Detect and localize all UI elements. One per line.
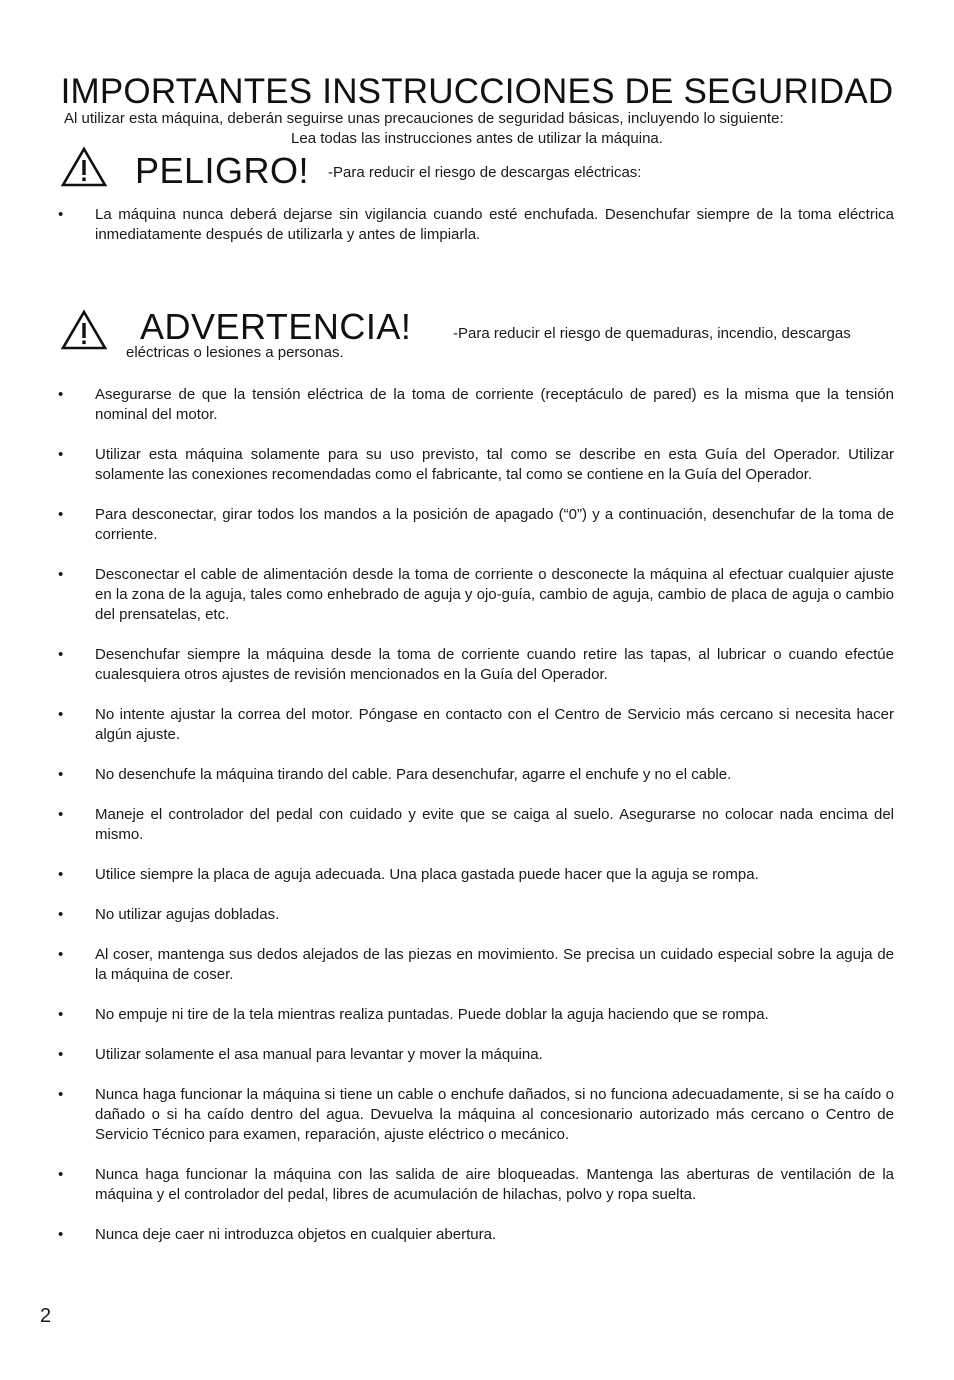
warning-item [58, 765, 894, 785]
warning-item-text: No intente ajustar la correa del motor. Póngase en contacto con el Centro de Servicio más cercano si necesita hacer algún ajuste. [95, 706, 894, 743]
danger-item [58, 205, 894, 245]
warning-item [58, 1045, 894, 1065]
warning-item [58, 905, 894, 925]
warning-item [58, 1225, 894, 1245]
bullet-glyph: • [58, 906, 64, 923]
bullet-glyph: • [58, 866, 64, 883]
warning-item-text: Utilizar esta máquina solamente para su uso previsto, tal como se describe en esta Guía del Operador. Utilizar solamente las conexiones recomendadas como el fabricante, tal como se contiene en la Guía del Operador. [95, 446, 894, 483]
warning-item-text: Utilizar solamente el asa manual para levantar y mover la máquina. [95, 1046, 543, 1063]
warning-item-text: Al coser, mantenga sus dedos alejados de las piezas en movimiento. Se precisa un cuidado especial sobre la aguja de la máquina de coser. [95, 946, 894, 983]
warning-item-text: No utilizar agujas dobladas. [95, 906, 280, 923]
warning-item-text: Utilice siempre la placa de aguja adecuada. Una placa gastada puede hacer que la aguja se rompa. [95, 866, 759, 883]
warning-item [58, 385, 894, 425]
warning-heading: ADVERTENCIA! [140, 306, 412, 347]
page-title: IMPORTANTES INSTRUCCIONES DE SEGURIDAD [60, 72, 894, 111]
warning-item [58, 705, 894, 745]
warning-item-text: Nunca deje caer ni introduzca objetos en cualquier abertura. [95, 1226, 497, 1243]
warning-triangle-icon [60, 146, 108, 188]
bullet-glyph: • [58, 386, 64, 403]
warning-item-text: Nunca haga funcionar la máquina si tiene un cable o enchufe dañados, si no funciona adecuadamente, si se ha caído o dañado o si ha caído dentro del agua. Devuelva la máquina al concesionario autorizado más cercano o Centro de Servicio Técnico para examen, reparación, ajuste eléctrico o mecánico. [95, 1086, 894, 1143]
bullet-glyph: • [58, 566, 64, 583]
warning-item [58, 565, 894, 625]
warning-item-text: Nunca haga funcionar la máquina con las salida de aire bloqueadas. Mantenga las aberturas de ventilación de la máquina y el controlador del pedal, libres de acumulación de hilachas, polvo y ropa suelta. [95, 1166, 894, 1203]
bullet-glyph: • [58, 1046, 64, 1063]
bullet-glyph: • [58, 446, 64, 463]
bullet-glyph: • [58, 706, 64, 723]
page-number: 2 [40, 1305, 52, 1327]
bullet-glyph: • [58, 1226, 64, 1243]
warning-item [58, 865, 894, 885]
warning-item [58, 1165, 894, 1205]
warning-item-text: Asegurarse de que la tensión eléctrica de la toma de corriente (receptáculo de pared) es la misma que la tensión nominal del motor. [95, 386, 894, 423]
bullet-glyph: • [58, 1166, 64, 1183]
danger-item-text: La máquina nunca deberá dejarse sin vigilancia cuando esté enchufada. Desenchufar siempre de la toma eléctrica inmediatamente después de utilizarla y antes de limpiarla. [95, 206, 894, 243]
warning-item-text: Para desconectar, girar todos los mandos a la posición de apagado (“0”) y a continuación, desenchufar de la toma de corriente. [95, 506, 894, 543]
bullet-glyph: • [58, 1006, 64, 1023]
warning-triangle-icon [60, 309, 108, 351]
bullet-glyph: • [58, 1086, 64, 1103]
bullet-glyph: • [58, 646, 64, 663]
warning-note: -Para reducir el riesgo de quemaduras, incendio, descargas [453, 325, 851, 342]
warning-item [58, 945, 894, 985]
bullet-glyph: • [58, 766, 64, 783]
intro-line-1: Al utilizar esta máquina, deberán seguirse unas precauciones de seguridad básicas, incluyendo lo siguiente: [64, 110, 784, 127]
danger-heading: PELIGRO! [135, 150, 310, 191]
warning-item [58, 505, 894, 545]
warning-item-text: No empuje ni tire de la tela mientras realiza puntadas. Puede doblar la aguja haciendo que se rompa. [95, 1006, 769, 1023]
warning-item [58, 445, 894, 485]
bullet-glyph: • [58, 806, 64, 823]
warning-item [58, 645, 894, 685]
warning-item-text: No desenchufe la máquina tirando del cable. Para desenchufar, agarre el enchufe y no el cable. [95, 766, 732, 783]
warning-item-text: Maneje el controlador del pedal con cuidado y evite que se caiga al suelo. Asegurarse no colocar nada encima del mismo. [95, 806, 894, 843]
warning-item [58, 805, 894, 845]
warning-item-text: Desenchufar siempre la máquina desde la toma de corriente cuando retire las tapas, al lubricar o cuando efectúe cualesquiera otros ajustes de revisión mencionados en la Guía del Operador. [95, 646, 894, 683]
bullet-glyph: • [58, 506, 64, 523]
warning-item [58, 1085, 894, 1145]
warning-item [58, 1005, 894, 1025]
intro-line-2: Lea todas las instrucciones antes de utilizar la máquina. [291, 130, 663, 147]
warning-item-text: Desconectar el cable de alimentación desde la toma de corriente o desconecte la máquina al efectuar cualquier ajuste en la zona de la aguja, tales como enhebrado de aguja y ojo-guía, cambio de aguja, cambio de placa de aguja o cambio del prensatelas, etc. [95, 566, 894, 623]
bullet-glyph: • [58, 206, 64, 223]
bullet-glyph: • [58, 946, 64, 963]
danger-note: -Para reducir el riesgo de descargas eléctricas: [328, 164, 642, 181]
warning-note-continuation: eléctricas o lesiones a personas. [126, 344, 344, 361]
